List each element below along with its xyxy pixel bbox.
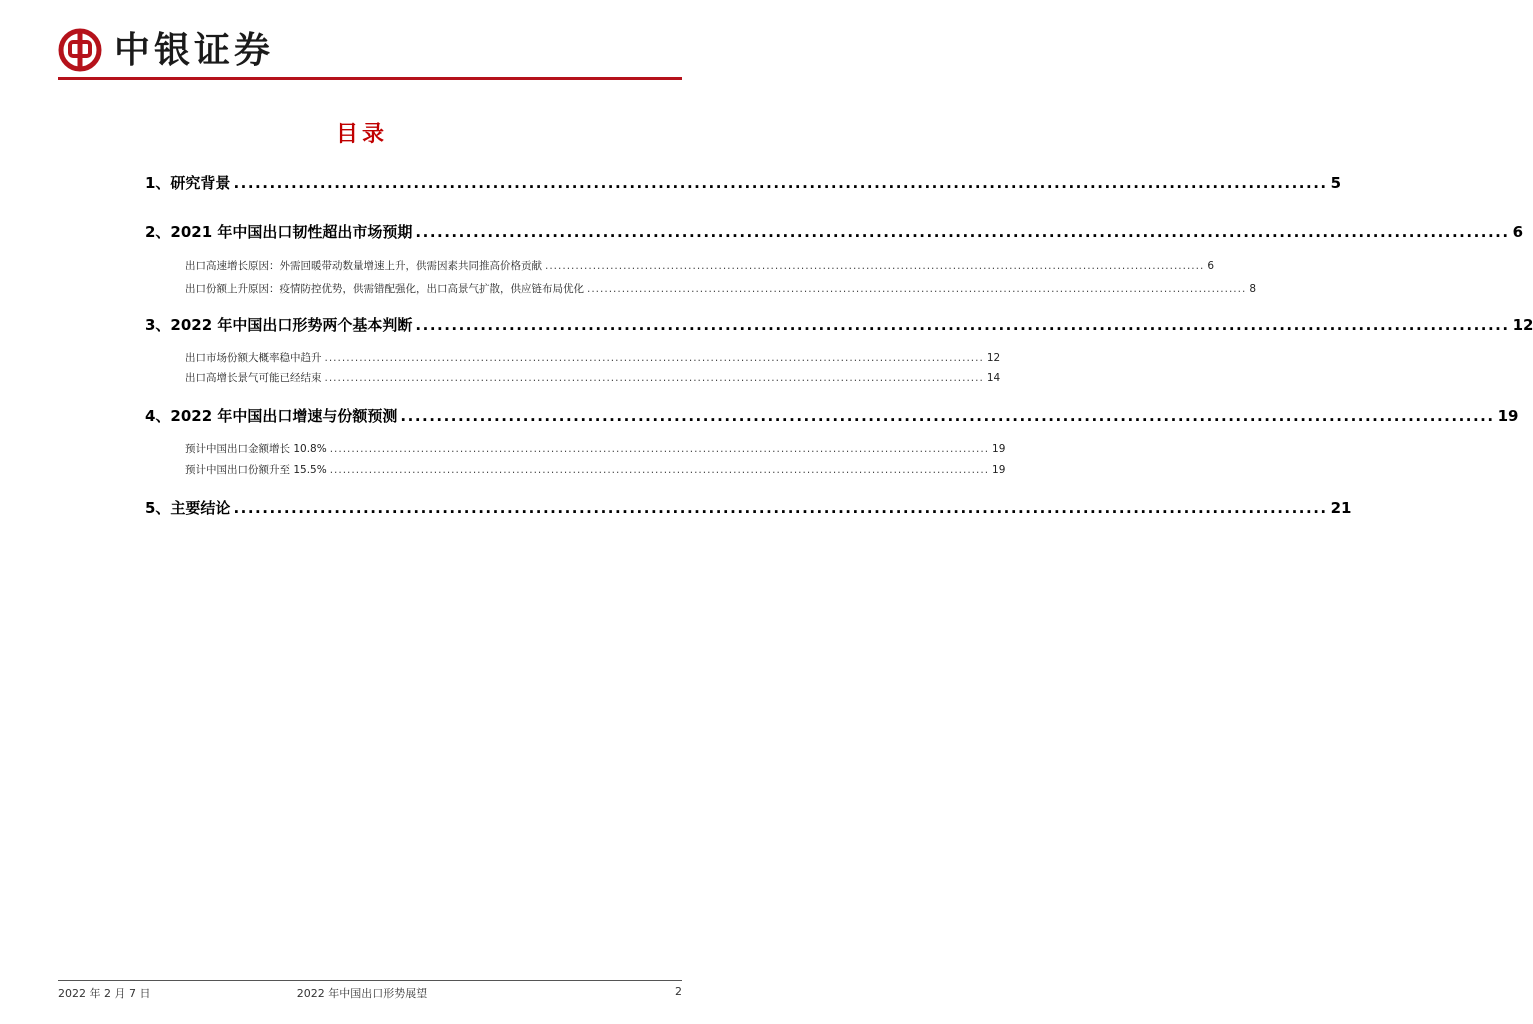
- brand-name: 中银证券: [114, 29, 275, 71]
- toc-entry-page: 6: [1207, 260, 1215, 272]
- toc-entry-2[interactable]: [145, 221, 1523, 242]
- footer-divider: [58, 980, 682, 981]
- toc-leader-dots: ........................................................................................................................................................: [415, 223, 1510, 241]
- toc-title: 目录: [335, 122, 388, 147]
- toc-leader-dots: ........................................................................................................................................................: [324, 372, 984, 384]
- toc-entry-page: 8: [1249, 283, 1257, 295]
- toc-leader-dots: ........................................................................................................................................................: [415, 316, 1510, 334]
- toc-leader-dots: ........................................................................................................................................................: [587, 283, 1247, 295]
- toc-entry-label: 出口市场份额大概率稳中趋升: [185, 352, 322, 364]
- toc-leader-dots: ........................................................................................................................................................: [324, 352, 984, 364]
- toc-entry-1[interactable]: [145, 172, 1342, 193]
- toc-entry-page: 21: [1330, 499, 1352, 517]
- toc-entry-label: 预计中国出口份额升至 15.5%: [185, 464, 327, 476]
- toc-entry-label: 1、研究背景: [145, 174, 231, 192]
- toc-entry-3-2[interactable]: [185, 370, 1001, 385]
- toc-leader-dots: ........................................................................................................................................................: [233, 499, 1328, 517]
- header-divider: [58, 77, 682, 80]
- toc-entry-label: 出口份额上升原因：疫情防控优势，供需错配强化，出口高景气扩散，供应链布局优化: [185, 283, 584, 295]
- toc-leader-dots: ........................................................................................................................................................: [329, 443, 990, 455]
- toc-entry-4-2[interactable]: [185, 462, 1006, 477]
- footer-date: 2022 年 2 月 7 日: [58, 987, 151, 1000]
- toc-leader-dots: ........................................................................................................................................................: [400, 407, 1495, 425]
- toc-entry-2-1[interactable]: [185, 258, 1215, 273]
- bank-of-china-logo-icon: [58, 28, 102, 72]
- toc-entry-label: 预计中国出口金额增长 10.8%: [185, 443, 327, 455]
- toc-entry-label: 出口高增长景气可能已经结束: [185, 372, 322, 384]
- toc-entry-4[interactable]: [145, 405, 1519, 426]
- toc-entry-page: 12: [986, 352, 1001, 364]
- toc-entry-page: 19: [992, 464, 1006, 476]
- toc-entry-label: 5、主要结论: [145, 499, 231, 517]
- toc-entry-3[interactable]: [145, 314, 1533, 335]
- toc-entry-label: 3、2022 年中国出口形势两个基本判断: [145, 316, 413, 334]
- toc-leader-dots: ........................................................................................................................................................: [233, 174, 1328, 192]
- toc-entry-label: 出口高速增长原因：外需回暖带动数量增速上升，供需因素共同推高价格贡献: [185, 260, 542, 272]
- toc-leader-dots: ........................................................................................................................................................: [545, 260, 1205, 272]
- footer-page-number: 2: [675, 985, 682, 998]
- toc-leader-dots: ........................................................................................................................................................: [329, 464, 990, 476]
- toc-entry-3-1[interactable]: [185, 350, 1001, 365]
- toc-entry-page: 14: [986, 372, 1001, 384]
- toc-entry-label: 4、2022 年中国出口增速与份额预测: [145, 407, 398, 425]
- toc-entry-page: 12: [1512, 316, 1533, 334]
- toc-entry-page: 19: [1497, 407, 1519, 425]
- toc-entry-4-1[interactable]: [185, 441, 1006, 456]
- toc-entry-5[interactable]: [145, 497, 1352, 518]
- toc-entry-page: 6: [1512, 223, 1523, 241]
- page-header: [58, 28, 688, 76]
- toc-entry-page: 5: [1330, 174, 1342, 192]
- toc-entry-label: 2、2021 年中国出口韧性超出市场预期: [145, 223, 413, 241]
- toc-entry-page: 19: [992, 443, 1006, 455]
- footer-report-title: 2022 年中国出口形势展望: [296, 987, 428, 1000]
- toc-entry-2-2[interactable]: [185, 281, 1257, 296]
